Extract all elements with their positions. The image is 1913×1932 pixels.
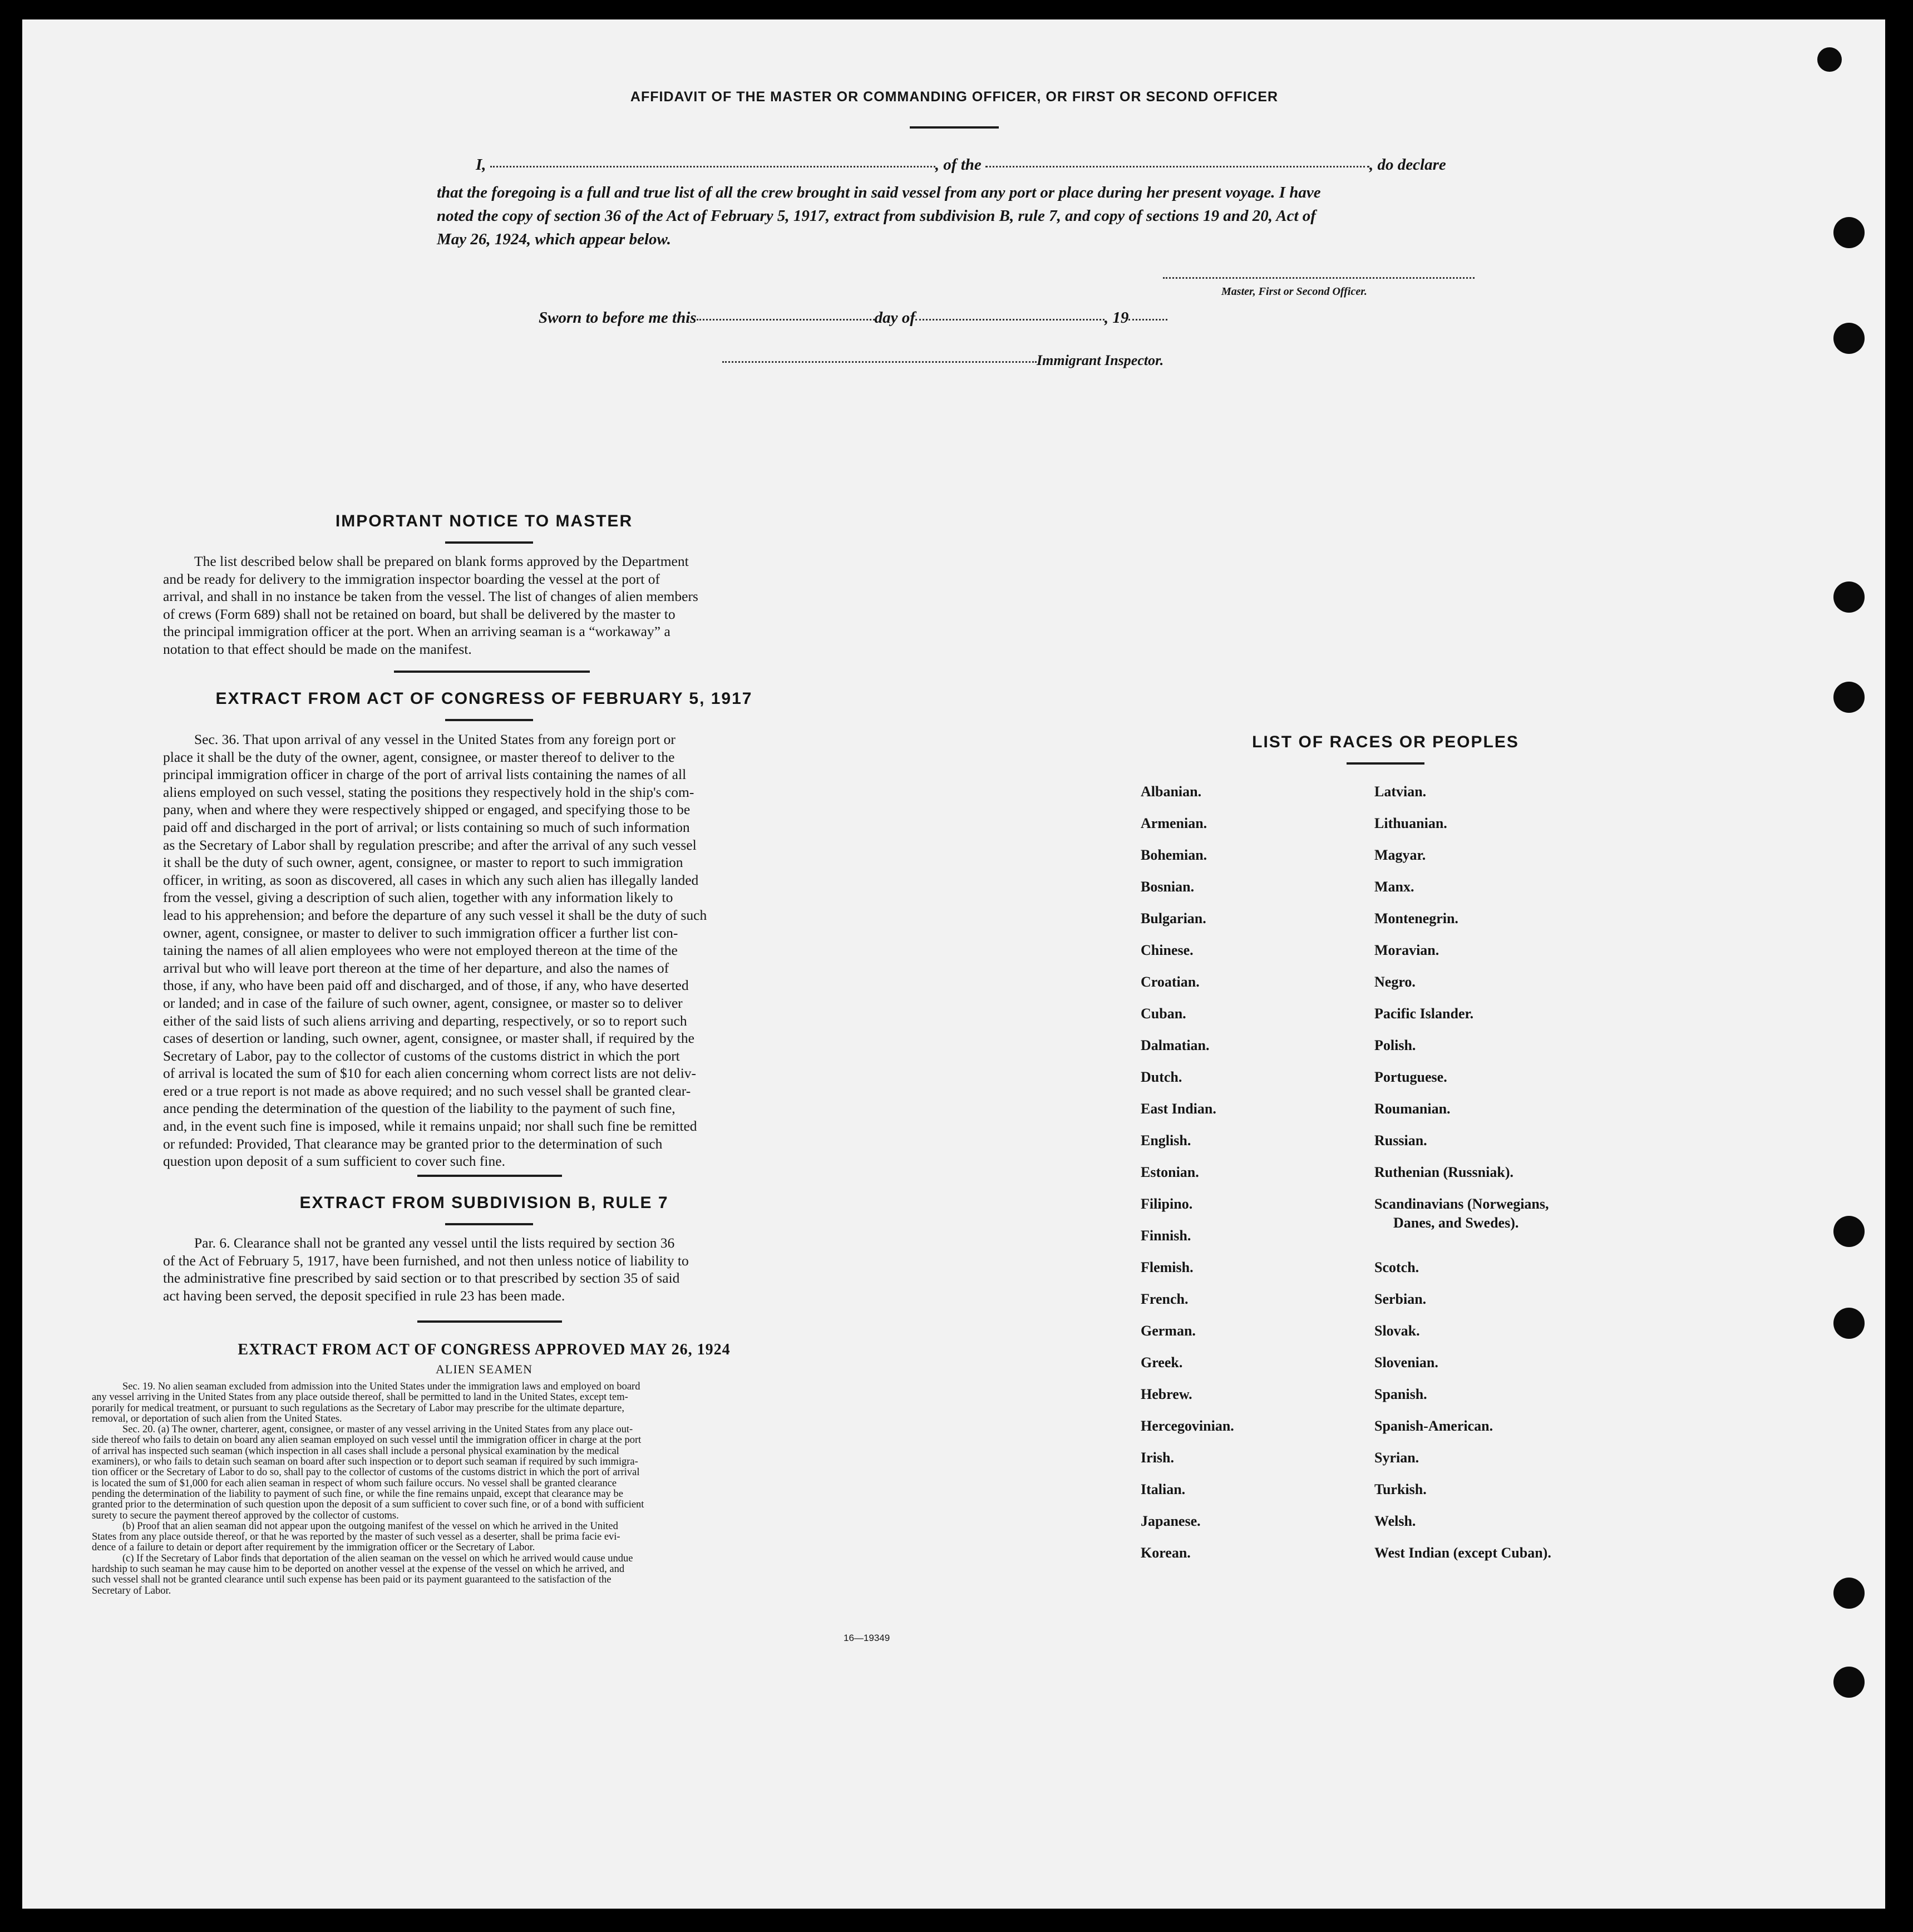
rule7-line: act having been served, the deposit specified in rule 23 has been made. [163, 1287, 565, 1304]
extract-1924-title: EXTRACT FROM ACT OF CONGRESS APPROVED MAY 26, 1924 [238, 1341, 731, 1358]
section-36-line: Secretary of Labor, pay to the collector of customs of the customs district in which the port [163, 1047, 680, 1064]
alien-seamen-line: (c) If the Secretary of Labor finds that deportation of the alien seaman on the vessel on which he arrived would cause undue [122, 1552, 633, 1564]
race-item: Pacific Islander. [1374, 1006, 1474, 1022]
affidavit-text-line: May 26, 1924, which appear below. [437, 230, 672, 248]
form-number: 16—19349 [844, 1633, 890, 1643]
alien-seamen-line: porarily for medical treatment, or pursuant to such regulations as the Secretary of Labor may prescribe for the ultimate departure, [92, 1402, 625, 1414]
race-item: German. [1141, 1323, 1196, 1339]
inspector-signature-field[interactable] [722, 361, 1037, 363]
extract-rule7-title-rule [445, 1223, 533, 1225]
master-signature-line[interactable] [1163, 277, 1475, 279]
section-36-line: principal immigration officer in charge of the port of arrival lists containing the names of all [163, 766, 687, 783]
race-item: Roumanian. [1374, 1101, 1451, 1117]
sworn-month-field[interactable] [915, 318, 1105, 321]
race-item: Magyar. [1374, 847, 1426, 863]
races-title-rule [1347, 762, 1424, 765]
race-item: Ruthenian (Russniak). [1374, 1164, 1513, 1180]
race-item: Montenegrin. [1374, 910, 1458, 926]
race-item: Serbian. [1374, 1291, 1427, 1307]
rule7-line: of the Act of February 5, 1917, have been furnished, and not then unless notice of liability to [163, 1252, 689, 1269]
race-item: Spanish. [1374, 1386, 1427, 1402]
section-36-line: place it shall be the duty of the owner, agent, consignee, or master thereof to deliver to the [163, 748, 675, 765]
punch-hole [1833, 1308, 1865, 1339]
race-item: Scandinavians (Norwegians, [1374, 1196, 1549, 1212]
alien-seamen-line: Sec. 19. No alien seaman excluded from admission into the United States under the immigration laws and employed on board [122, 1381, 640, 1392]
race-item: East Indian. [1141, 1101, 1216, 1117]
section-36-line: those, if any, who have been paid off and discharged, and of those, if any, who have deserted [163, 977, 689, 994]
notice-line: arrival, and shall in no instance be taken from the vessel. The list of changes of alien members [163, 588, 698, 605]
section-separator [417, 1175, 562, 1177]
alien-seamen-line: Sec. 20. (a) The owner, charterer, agent, consignee, or master of any vessel arriving in the United States from any place out- [122, 1424, 633, 1436]
race-item: English. [1141, 1132, 1191, 1149]
section-36-line: of arrival is located the sum of $10 for each alien concerning whom correct lists are not deliv- [163, 1065, 697, 1082]
race-item: Polish. [1374, 1037, 1416, 1053]
section-36-line: question upon deposit of a sum sufficient to cover such fine. [163, 1153, 505, 1170]
race-item: Hercegovinian. [1141, 1418, 1234, 1434]
vessel-field[interactable] [985, 165, 1369, 167]
alien-seamen-line: Secretary of Labor. [92, 1585, 171, 1596]
section-36-line: aliens employed on such vessel, stating the positions they respectively hold in the ship's com- [163, 783, 694, 800]
race-item: Syrian. [1374, 1450, 1419, 1466]
alien-seamen-line: (b) Proof that an alien seaman did not appear upon the outgoing manifest of the vessel on which he arrived in the United [122, 1520, 618, 1532]
alien-seamen-line: pending the determination of the liability to payment of such fine, or while the fine remains unpaid, except that clearance may be [92, 1488, 623, 1500]
race-item: Lithuanian. [1374, 815, 1447, 831]
race-item: Cuban. [1141, 1006, 1186, 1022]
alien-seamen-line: is located the sum of $1,000 for each alien seaman in respect of whom such failure occurs. No vessel shall be granted clearance [92, 1477, 617, 1489]
punch-hole [1833, 1667, 1865, 1698]
inspector-line [722, 352, 1163, 369]
sworn-day-field[interactable] [697, 318, 875, 321]
sworn-year-field[interactable] [1128, 318, 1167, 321]
rule7-line: Par. 6. Clearance shall not be granted any vessel until the lists required by section 36 [194, 1235, 675, 1251]
race-item: Danes, and Swedes). [1393, 1215, 1519, 1231]
rule7-line: the administrative fine prescribed by said section or to that prescribed by section 35 of said [163, 1270, 680, 1287]
race-item: Korean. [1141, 1545, 1191, 1561]
section-36-line: arrival but who will leave port thereon at the time of her departure, and also the names of [163, 959, 669, 976]
affidavit-text-line: that the foregoing is a full and true list of all the crew brought in said vessel from any port or place during her present voyage. I have [437, 184, 1321, 201]
race-item: Negro. [1374, 974, 1416, 990]
alien-seamen-line: removal, or deportation of such alien from the United States. [92, 1413, 342, 1425]
race-item: Scotch. [1374, 1259, 1419, 1275]
sworn-label: Sworn to before me this [539, 309, 697, 327]
section-36-line: as the Secretary of Labor shall by regulation prescribe; and after the arrival of any such vessel [163, 836, 697, 853]
extract-1917-body [163, 731, 844, 1170]
sworn-line [539, 309, 1167, 327]
section-separator [417, 1320, 562, 1323]
race-item: French. [1141, 1291, 1189, 1307]
inspector-caption: Immigrant Inspector. [1037, 352, 1164, 368]
affidavit-declaration-line [476, 156, 1505, 174]
race-item: Dutch. [1141, 1069, 1182, 1085]
race-item: Greek. [1141, 1354, 1183, 1371]
alien-seamen-line: side thereof who fails to detain on board any alien seaman employed on such vessel until the immigration officer in charge at the port [92, 1435, 642, 1446]
affidavit-text-line: noted the copy of section 36 of the Act of February 5, 1917, extract from subdivision B, rule 7, and copy of sections 19 and 20, Act of [437, 207, 1316, 225]
race-item: Russian. [1374, 1132, 1427, 1149]
race-item: Finnish. [1141, 1228, 1191, 1244]
affidavit-title-rule [910, 126, 999, 129]
race-item: Turkish. [1374, 1481, 1427, 1497]
race-item: Croatian. [1141, 974, 1200, 990]
punch-hole [1833, 323, 1865, 354]
race-item: Portuguese. [1374, 1069, 1447, 1085]
year-label: , 19 [1104, 309, 1129, 327]
notice-line: The list described below shall be prepared on blank forms approved by the Department [194, 553, 689, 569]
race-item: Hebrew. [1141, 1386, 1192, 1402]
race-item: Welsh. [1374, 1513, 1416, 1529]
section-36-line: from the vessel, giving a description of such alien, together with any information likely to [163, 889, 673, 906]
race-item: Slovak. [1374, 1323, 1420, 1339]
punch-hole [1833, 1578, 1865, 1609]
race-item: Manx. [1374, 879, 1414, 895]
notice-title-rule [445, 541, 533, 544]
notice-line: notation to that effect should be made on the manifest. [163, 640, 472, 657]
race-item: Moravian. [1374, 942, 1439, 958]
race-item: West Indian (except Cuban). [1374, 1545, 1551, 1561]
section-36-line: cases of desertion or landing, such owner, agent, consignee, or master shall, if required by the [163, 1030, 694, 1047]
section-36-line: taining the names of all alien employees who were not employed thereon at the time of the [163, 942, 678, 959]
notice-line: of crews (Form 689) shall not be retained on board, but shall be delivered by the master to [163, 605, 676, 622]
race-item: Albanian. [1141, 783, 1202, 800]
alien-seamen-line: dence of a failure to detain or deport after requirement by the immigration officer or the Secretary of Labor. [92, 1542, 535, 1554]
section-36-line: or refunded: Provided, That clearance may be granted prior to the determination of such [163, 1135, 663, 1152]
race-item: Dalmatian. [1141, 1037, 1210, 1053]
alien-seamen-line: granted prior to the determination of such question upon the deposit of a sum sufficient to cover such fine, or of a bond with sufficient [92, 1499, 644, 1511]
punch-hole [1833, 682, 1865, 713]
section-36-line: and, in the event such fine is imposed, while it remains unpaid; nor shall such fine be remitted [163, 1118, 697, 1135]
race-item: Filipino. [1141, 1196, 1193, 1212]
race-item: Irish. [1141, 1450, 1174, 1466]
notice-line: the principal immigration officer at the port. When an arriving seaman is a “workaway” a [163, 623, 670, 640]
notice-body [163, 553, 844, 658]
race-item: Spanish-American. [1374, 1418, 1493, 1434]
extract-rule7-title: EXTRACT FROM SUBDIVISION B, RULE 7 [299, 1194, 669, 1212]
extract-1917-title: EXTRACT FROM ACT OF CONGRESS OF FEBRUARY 5, 1917 [215, 689, 753, 708]
alien-seamen-line: surety to secure the payment thereof approved by the collector of customs. [92, 1510, 399, 1521]
notice-title: IMPORTANT NOTICE TO MASTER [335, 512, 633, 530]
punch-hole [1817, 47, 1842, 72]
section-36-line: pany, when and where they were respectively shipped or engaged, and specifying those to be [163, 801, 691, 818]
punch-hole [1833, 217, 1865, 248]
affidavit-text [437, 181, 1505, 251]
alien-seamen-line: hardship to such seaman he may cause him to be deported on another vessel at the expense of the vessel on which he arrived, and [92, 1564, 625, 1575]
notice-line: and be ready for delivery to the immigration inspector boarding the vessel at the port of [163, 570, 660, 587]
race-item: Armenian. [1141, 815, 1207, 831]
race-item: Bulgarian. [1141, 910, 1206, 926]
day-of-label: day of [874, 309, 915, 327]
punch-hole [1833, 1216, 1865, 1247]
i-label: I, [476, 156, 486, 174]
signature-caption: Master, First or Second Officer. [1221, 285, 1367, 298]
extract-1917-title-rule [445, 719, 533, 721]
extract-1924-body [92, 1382, 918, 1596]
race-item: Slovenian. [1374, 1354, 1438, 1371]
section-36-line: it shall be the duty of such owner, agent, consignee, or master to report to such immigration [163, 854, 683, 871]
race-item: Latvian. [1374, 783, 1427, 800]
race-item: Italian. [1141, 1481, 1186, 1497]
document-page [22, 19, 1885, 1909]
extract-rule7-body [163, 1234, 844, 1304]
section-36-line: lead to his apprehension; and before the departure of any such vessel it shall be the duty of such [163, 906, 707, 923]
races-title: LIST OF RACES OR PEOPLES [1252, 733, 1519, 751]
punch-hole [1833, 581, 1865, 613]
section-36-line: owner, agent, consignee, or master to deliver to such immigration officer a further list con- [163, 924, 678, 941]
of-the-label: , of the [935, 156, 982, 174]
alien-seamen-line: examiners), or who fails to detain such seaman on board after such inspection or to deport such seaman if required by such immigra- [92, 1456, 638, 1468]
section-36-line: paid off and discharged in the port of arrival; or lists containing so much of such information [163, 819, 690, 835]
extract-1924-subtitle: ALIEN SEAMEN [436, 1362, 533, 1376]
section-36-line: officer, in writing, as soon as discovered, all cases in which any such alien has illegally landed [163, 871, 699, 888]
race-item: Bosnian. [1141, 879, 1195, 895]
name-field[interactable] [490, 165, 935, 167]
race-item: Estonian. [1141, 1164, 1199, 1180]
affidavit-title: AFFIDAVIT OF THE MASTER OR COMMANDING OFFICER, OR FIRST OR SECOND OFFICER [630, 89, 1279, 105]
race-item: Flemish. [1141, 1259, 1194, 1275]
do-declare-label: , do declare [1369, 156, 1446, 174]
section-36-line: Sec. 36. That upon arrival of any vessel in the United States from any foreign port or [194, 731, 676, 747]
section-36-line: either of the said lists of such aliens arriving and departing, respectively, or so to report such [163, 1012, 687, 1029]
section-36-line: ered or a true report is not made as above required; and no such vessel shall be granted clear- [163, 1082, 691, 1099]
alien-seamen-line: such vessel shall not be granted clearance until such expense has been paid or its payment guaranteed to the satisfaction of the [92, 1574, 612, 1586]
race-item: Bohemian. [1141, 847, 1207, 863]
alien-seamen-line: tion officer or the Secretary of Labor to do so, shall pay to the collector of customs of the customs district in which the port of arrival [92, 1467, 640, 1478]
section-separator [394, 671, 590, 673]
race-item: Japanese. [1141, 1513, 1201, 1529]
alien-seamen-line: any vessel arriving in the United States from any place outside thereof, shall be permitted to land in the United States, except tem- [92, 1392, 628, 1403]
alien-seamen-line: of arrival has inspected such seaman (which inspection in all cases shall include a personal physical examination by the medical [92, 1445, 619, 1457]
section-36-line: ance pending the determination of the question of the liability to the payment of such fine, [163, 1100, 676, 1117]
race-item: Chinese. [1141, 942, 1194, 958]
section-36-line: or landed; and in case of the failure of such owner, agent, consignee, or master so to deliver [163, 994, 683, 1011]
alien-seamen-line: States from any place outside thereof, or that he was reported by the master of such vessel as a deserter, shall be prima facie evi- [92, 1531, 620, 1543]
